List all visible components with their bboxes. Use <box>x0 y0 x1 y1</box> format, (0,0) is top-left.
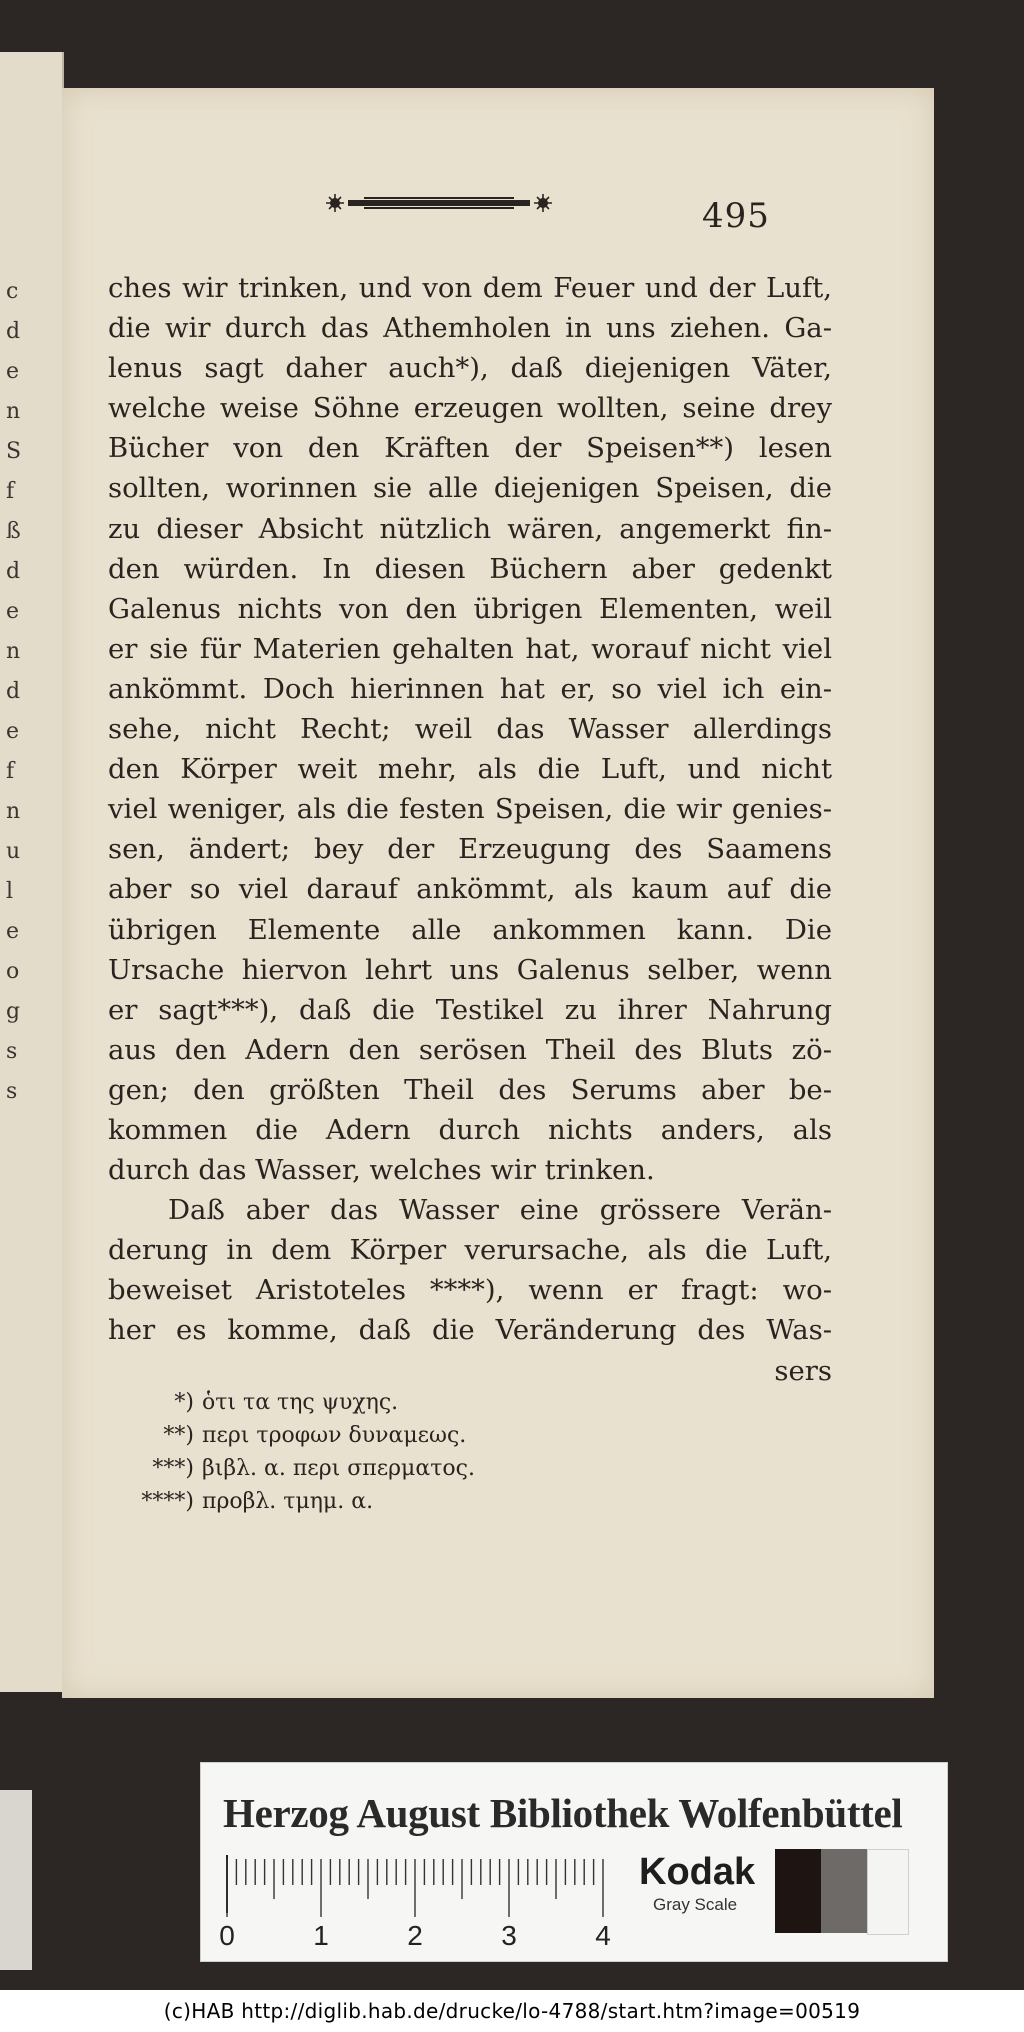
text-line: sen, ändert; bey der Erzeugung des Saamens <box>108 833 832 866</box>
library-label-card <box>200 1762 948 1962</box>
text-line: ankömmt. Doch hierinnen hat er, so viel ich ein- <box>108 672 832 705</box>
header-ornament <box>324 192 554 214</box>
facing-page-glyphs: c d e n S f ß d e n d e f n u l e o g s s <box>6 279 22 1104</box>
facing-page-edge <box>0 52 64 1692</box>
text-line: her es komme, daß die Veränderung des Was- <box>108 1314 832 1347</box>
text-line: er sagt***), daß die Testikel zu ihrer Nahrung <box>108 993 832 1026</box>
footnote-text: βιβλ. α. περι σπερματος. <box>202 1456 475 1481</box>
catchword: sers <box>774 1354 832 1387</box>
text-line: viel weniger, als die festen Speisen, die wir genies- <box>108 793 832 826</box>
footnote-text: περι τροφων δυναμεως. <box>202 1423 467 1448</box>
text-line: aus den Adern den serösen Theil des Bluts zö- <box>108 1033 832 1066</box>
text-line: sollten, worinnen sie alle diejenigen Speisen, die <box>108 472 832 505</box>
kodak-subtitle: Gray Scale <box>653 1895 738 1914</box>
text-line: Bücher von den Kräften der Speisen**) lesen <box>108 432 832 465</box>
text-line: Ursache hiervon lehrt uns Galenus selber, wenn <box>108 953 832 986</box>
text-line: die wir durch das Athemholen in uns ziehen. Ga- <box>108 312 832 345</box>
footnote <box>106 1419 666 1452</box>
text-line: Galenus nichts von den übrigen Elementen, weil <box>108 592 832 625</box>
body-text <box>108 268 832 1391</box>
text-line: den würden. In diesen Büchern aber gedenkt <box>108 552 832 585</box>
ruler-number: 4 <box>595 1920 611 1951</box>
footnote <box>106 1386 666 1419</box>
footnote-text: προβλ. τμημ. α. <box>202 1489 374 1514</box>
footnote-mark: **) <box>163 1423 194 1448</box>
footnote <box>106 1452 666 1485</box>
ruler-number: 3 <box>501 1920 517 1951</box>
text-line: den Körper weit mehr, als die Luft, und nicht <box>108 753 832 786</box>
text-line: übrigen Elemente alle ankommen kann. Die <box>108 913 832 946</box>
text-line: lenus sagt daher auch*), daß diejenigen Väter, <box>108 352 832 385</box>
text-line: zu dieser Absicht nützlich wären, angemerkt fin- <box>108 512 832 545</box>
text-line: er sie für Materien gehalten hat, worauf nicht viel <box>108 632 832 665</box>
ruler-number: 0 <box>219 1920 235 1951</box>
footnote-mark: ****) <box>141 1489 194 1514</box>
measurement-ruler <box>219 1851 613 1951</box>
text-line: welche weise Söhne erzeugen wollten, seine drey <box>108 392 832 425</box>
gray-swatch-dark <box>775 1849 821 1933</box>
gray-swatch-light <box>867 1849 909 1935</box>
footnote-mark: *) <box>174 1390 194 1415</box>
text-line: derung in dem Körper verursache, als die Luft, <box>108 1234 832 1267</box>
library-title: Herzog August Bibliothek Wolfenbüttel <box>223 1790 903 1836</box>
footnote <box>106 1485 666 1518</box>
book-page <box>62 88 934 1698</box>
kodak-brand: Kodak <box>639 1851 756 1893</box>
footnote-text: ὁτι τα της ψυχης. <box>202 1390 399 1415</box>
footnote-mark: ***) <box>152 1456 194 1481</box>
text-line: Daß aber das Wasser eine grössere Verän- <box>168 1194 832 1227</box>
text-line: ches wir trinken, und von dem Feuer und der Luft, <box>108 272 832 304</box>
text-line: gen; den größten Theil des Serums aber be- <box>108 1073 832 1106</box>
color-strip <box>0 1790 32 1970</box>
text-line: durch das Wasser, welches wir trinken. <box>108 1154 655 1187</box>
page-number: 495 <box>702 196 770 236</box>
ruler-number: 1 <box>313 1920 329 1951</box>
ruler-number: 2 <box>407 1920 423 1951</box>
text-line: kommen die Adern durch nichts anders, als <box>108 1113 832 1146</box>
text-line: beweiset Aristoteles ****), wenn er fragt: wo- <box>108 1274 832 1307</box>
text-line: sehe, nicht Recht; weil das Wasser allerdings <box>108 713 832 746</box>
text-line: aber so viel darauf ankömmt, als kaum auf die <box>108 873 832 906</box>
gray-swatch-mid <box>821 1849 867 1933</box>
copyright-footer: (c)HAB http://diglib.hab.de/drucke/lo-4788/start.htm?image=00519 <box>0 1990 1024 2032</box>
footnotes <box>106 1386 666 1518</box>
